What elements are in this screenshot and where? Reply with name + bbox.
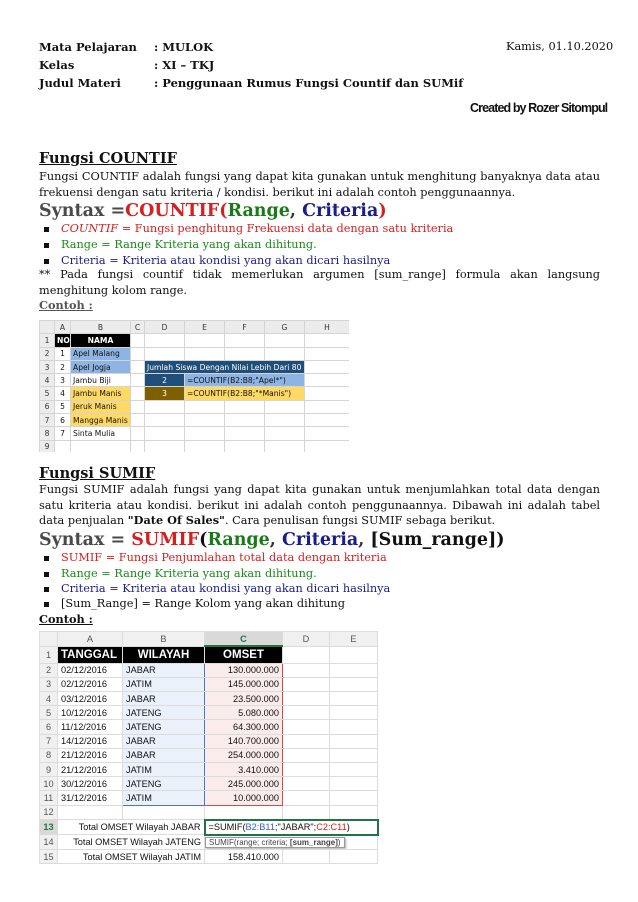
total-label[interactable]: Total OMSET Wilayah JATIM xyxy=(58,850,205,864)
cell[interactable] xyxy=(131,387,145,400)
corner-cell[interactable] xyxy=(40,632,58,647)
class-value: : XI – TKJ xyxy=(154,58,215,72)
cell[interactable] xyxy=(305,427,350,440)
bullet-icon xyxy=(44,572,49,577)
cell[interactable] xyxy=(305,334,350,347)
column-header[interactable]: G xyxy=(265,321,305,334)
corner-cell[interactable] xyxy=(40,321,55,334)
table-row xyxy=(40,374,350,387)
cell-omset[interactable]: 254.000.000 xyxy=(205,748,283,762)
subject-value: : MULOK xyxy=(154,40,214,54)
cell[interactable] xyxy=(225,334,265,347)
cell[interactable] xyxy=(283,763,330,777)
row-header[interactable]: 2 xyxy=(40,347,55,360)
cell[interactable] xyxy=(330,677,378,691)
table-row xyxy=(40,646,378,663)
column-header[interactable]: D xyxy=(283,632,330,647)
cell[interactable] xyxy=(225,347,265,360)
bullet-text: = Fungsi penghitung Frekuensi data dengan satu kriteria xyxy=(118,222,454,235)
cell-nama[interactable]: Apel Malang xyxy=(71,347,131,360)
formula-text: =SUMIF( xyxy=(208,822,246,833)
syntax-close: ) xyxy=(496,530,505,550)
countif-bullet-2 xyxy=(44,238,317,251)
table-row xyxy=(40,663,378,677)
cell[interactable] xyxy=(330,706,378,720)
function-tooltip xyxy=(205,837,345,848)
cell[interactable] xyxy=(131,427,145,440)
cell[interactable] xyxy=(305,387,350,400)
cell[interactable] xyxy=(283,791,330,805)
formula-sum-ref: C2:C11 xyxy=(316,822,347,833)
cell[interactable] xyxy=(283,720,330,734)
cell[interactable] xyxy=(265,414,305,427)
countif-bullet-3 xyxy=(44,254,390,267)
total-label[interactable]: Total OMSET Wilayah JABAR xyxy=(58,820,205,835)
cell-no[interactable]: 2 xyxy=(55,360,71,373)
table-row xyxy=(40,334,350,347)
table-row xyxy=(40,360,350,373)
cell[interactable] xyxy=(225,400,265,413)
cell-tanggal[interactable]: 21/12/2016 xyxy=(58,748,123,762)
cell[interactable] xyxy=(265,440,305,452)
sumif-syntax: Syntax = SUMIF(Range, Criteria, [Sum_range]) xyxy=(39,530,505,550)
row-header[interactable]: 3 xyxy=(40,360,55,373)
cell-nama[interactable]: Jambu Biji xyxy=(71,374,131,387)
row-header[interactable]: 9 xyxy=(40,440,55,452)
table-row xyxy=(40,763,378,777)
cell[interactable] xyxy=(225,414,265,427)
cell[interactable] xyxy=(305,347,350,360)
cell-wilayah[interactable]: JABAR xyxy=(123,734,205,748)
cell[interactable] xyxy=(131,440,145,452)
row-header[interactable]: 6 xyxy=(40,400,55,413)
bullet-text: Range = Range Kriteria yang akan dihitung. xyxy=(61,238,317,251)
cell-no[interactable]: 6 xyxy=(55,414,71,427)
column-header[interactable]: E xyxy=(185,321,225,334)
cell-omset[interactable]: 245.000.000 xyxy=(205,777,283,791)
row-header[interactable]: 12 xyxy=(40,805,58,820)
column-header[interactable]: F xyxy=(225,321,265,334)
syntax-separator: , xyxy=(289,201,303,221)
cell[interactable] xyxy=(145,400,185,413)
column-header[interactable]: A xyxy=(55,321,71,334)
sumif-bullet-1 xyxy=(44,551,387,564)
cell-tanggal[interactable]: 31/12/2016 xyxy=(58,791,123,805)
cell-no[interactable]: 1 xyxy=(55,347,71,360)
cell[interactable] xyxy=(55,440,71,452)
countif-example-label: Contoh : xyxy=(39,298,93,312)
subject-label: Mata Pelajaran xyxy=(39,40,137,54)
cell[interactable] xyxy=(330,734,378,748)
row-header[interactable]: 2 xyxy=(40,663,58,677)
table-row xyxy=(40,677,378,691)
cell-wilayah[interactable]: JATIM xyxy=(123,763,205,777)
syntax-function: COUNTIF( xyxy=(125,201,228,221)
document-date: Kamis, 01.10.2020 xyxy=(506,40,614,53)
row-header[interactable]: 15 xyxy=(40,850,58,864)
total-value[interactable]: 158.410.000 xyxy=(205,850,283,864)
bullet-text: [Sum_Range] = Range Kolom yang akan dihitung xyxy=(61,597,345,610)
cell[interactable] xyxy=(330,805,378,820)
column-header-row xyxy=(40,321,350,334)
tooltip-cell xyxy=(205,835,378,850)
bullet-icon xyxy=(44,602,49,607)
bullet-text: SUMIF = Fungsi Penjumlahan total data dengan kriteria xyxy=(61,551,387,564)
cell[interactable] xyxy=(185,334,225,347)
syntax-open: ( xyxy=(199,530,208,550)
sumif-intro-bold: "Date Of Sales" xyxy=(127,513,225,528)
formula-range-ref: B2:B11 xyxy=(245,822,275,833)
table-row xyxy=(40,414,350,427)
cell-wilayah[interactable]: JABAR xyxy=(123,748,205,762)
cell-omset[interactable]: 23.500.000 xyxy=(205,692,283,706)
row-header[interactable]: 1 xyxy=(40,334,55,347)
table-row xyxy=(40,805,378,820)
row-header[interactable]: 7 xyxy=(40,414,55,427)
bullet-text: Range = Range Kriteria yang akan dihitung. xyxy=(61,567,317,580)
cell[interactable] xyxy=(305,440,350,452)
cell-omset[interactable]: 3.410.000 xyxy=(205,763,283,777)
row-header[interactable]: 5 xyxy=(40,387,55,400)
column-header-selected[interactable]: C xyxy=(205,632,283,647)
cell-no[interactable]: 7 xyxy=(55,427,71,440)
sumif-intro-text: Fungsi SUMIF adalah fungsi yang dapat kita gunakan untuk menjumlahkan total data dengan satu kriteria atau kondisi. berikut ini adalah contoh penggunaannya. Dibawah ini adalah tabel data penjualan xyxy=(39,483,600,528)
header-cell-nama[interactable]: NAMA xyxy=(71,334,131,347)
cell-nama[interactable]: Jeruk Manis xyxy=(71,400,131,413)
syntax-arg-range: Range xyxy=(207,530,270,550)
table-row xyxy=(40,777,378,791)
cell[interactable] xyxy=(283,663,330,677)
cell[interactable] xyxy=(131,347,145,360)
cell-wilayah[interactable]: JABAR xyxy=(123,692,205,706)
syntax-function: SUMIF xyxy=(131,530,200,550)
countif-bullet-1 xyxy=(44,222,453,235)
header-cell-no[interactable]: NO xyxy=(55,334,71,347)
cell-nama[interactable]: Apel Jogja xyxy=(71,360,131,373)
bullet-icon xyxy=(44,587,49,592)
header-cell-tanggal[interactable]: TANGGAL xyxy=(58,646,123,663)
header-cell-omset[interactable]: OMSET xyxy=(205,646,283,663)
cell-nama[interactable]: Sinta Mulia xyxy=(71,427,131,440)
cell[interactable] xyxy=(145,440,185,452)
syntax-prefix: Syntax = xyxy=(39,530,132,550)
cell[interactable] xyxy=(185,400,225,413)
cell-tanggal[interactable]: 02/12/2016 xyxy=(58,677,123,691)
sumif-spreadsheet xyxy=(39,631,377,865)
syntax-close: ) xyxy=(378,201,387,221)
tooltip-text: SUMIF(range; criteria; xyxy=(209,838,290,848)
header-cell-wilayah[interactable]: WILAYAH xyxy=(123,646,205,663)
table-row xyxy=(40,820,378,835)
formula-cell[interactable]: =COUNTIF(B2:B8;"Apel*") xyxy=(185,374,305,387)
cell[interactable] xyxy=(131,360,145,373)
column-header[interactable]: H xyxy=(305,321,350,334)
countif-spreadsheet xyxy=(39,320,349,452)
cell-omset[interactable]: 145.000.000 xyxy=(205,677,283,691)
row-header[interactable]: 3 xyxy=(40,677,58,691)
cell[interactable] xyxy=(145,347,185,360)
cell-wilayah[interactable]: JATENG xyxy=(123,777,205,791)
topic-label: Judul Materi xyxy=(39,76,121,90)
table-row xyxy=(40,692,378,706)
cell[interactable] xyxy=(330,720,378,734)
cell[interactable] xyxy=(131,414,145,427)
row-header[interactable]: 7 xyxy=(40,734,58,748)
cell[interactable] xyxy=(205,805,283,820)
cell[interactable] xyxy=(185,347,225,360)
row-header[interactable]: 11 xyxy=(40,791,58,805)
cell[interactable] xyxy=(145,427,185,440)
cell[interactable] xyxy=(330,646,378,663)
cell-no[interactable]: 3 xyxy=(55,374,71,387)
sumif-heading: Fungsi SUMIF xyxy=(39,465,156,482)
syntax-arg-range: Range xyxy=(227,201,290,221)
column-header[interactable]: C xyxy=(131,321,145,334)
cell[interactable] xyxy=(265,334,305,347)
cell[interactable] xyxy=(305,414,350,427)
total-label[interactable]: Total OMSET Wilayah JATENG xyxy=(58,835,205,850)
cell[interactable] xyxy=(283,706,330,720)
cell[interactable] xyxy=(330,748,378,762)
sumif-example-label: Contoh : xyxy=(39,612,93,626)
cell-omset[interactable]: 64.300.000 xyxy=(205,720,283,734)
cell-wilayah[interactable]: JATIM xyxy=(123,677,205,691)
cell[interactable] xyxy=(330,663,378,677)
syntax-arg-criteria: Criteria xyxy=(281,530,359,550)
table-row xyxy=(40,706,378,720)
sumif-intro-text-end: . Cara penulisan fungsi SUMIF sebaga berikut. xyxy=(224,514,496,528)
cell-omset[interactable]: 10.000.000 xyxy=(205,791,283,805)
column-header[interactable]: B xyxy=(123,632,205,647)
cell[interactable] xyxy=(305,374,350,387)
cell-tanggal[interactable]: 02/12/2016 xyxy=(58,663,123,677)
syntax-arg-sumrange: [Sum_range] xyxy=(370,530,497,550)
cell[interactable] xyxy=(265,427,305,440)
table-row xyxy=(40,440,350,452)
cell-tanggal[interactable]: 03/12/2016 xyxy=(58,692,123,706)
row-header-selected[interactable]: 13 xyxy=(40,820,58,835)
cell[interactable] xyxy=(71,440,131,452)
cell[interactable] xyxy=(330,850,378,864)
row-header[interactable]: 6 xyxy=(40,720,58,734)
tooltip-bold: [sum_range] xyxy=(289,838,338,848)
cell[interactable] xyxy=(330,763,378,777)
bullet-fn: COUNTIF xyxy=(61,222,119,235)
countif-syntax xyxy=(39,201,387,221)
sumif-bullet-2 xyxy=(44,567,317,580)
sumif-bullet-3 xyxy=(44,582,390,595)
column-header[interactable]: E xyxy=(330,632,378,647)
row-header[interactable]: 5 xyxy=(40,706,58,720)
table-row xyxy=(40,748,378,762)
formula-close: ) xyxy=(346,822,350,833)
bullet-icon xyxy=(44,227,49,232)
countif-heading: Fungsi COUNTIF xyxy=(39,150,177,167)
bullet-text: Criteria = Kriteria atau kondisi yang akan dicari hasilnya xyxy=(61,254,391,267)
cell[interactable] xyxy=(225,440,265,452)
row-header[interactable]: 9 xyxy=(40,763,58,777)
cell-tanggal[interactable]: 14/12/2016 xyxy=(58,734,123,748)
cell[interactable] xyxy=(283,748,330,762)
cell-wilayah[interactable]: JATENG xyxy=(123,720,205,734)
cell[interactable] xyxy=(283,850,330,864)
cell[interactable] xyxy=(185,427,225,440)
row-header[interactable]: 1 xyxy=(40,646,58,663)
cell-tanggal[interactable]: 10/12/2016 xyxy=(58,706,123,720)
table-row xyxy=(40,734,378,748)
side-title-cell[interactable]: Jumlah Siswa Dengan Nilai Lebih Dari 80 xyxy=(145,360,305,373)
cell[interactable] xyxy=(305,400,350,413)
cell-omset[interactable]: 130.000.000 xyxy=(205,663,283,677)
cell[interactable] xyxy=(225,427,265,440)
cell-wilayah[interactable]: JATIM xyxy=(123,791,205,805)
cell[interactable] xyxy=(131,374,145,387)
cell-no[interactable]: 5 xyxy=(55,400,71,413)
cell[interactable] xyxy=(131,400,145,413)
row-header[interactable]: 4 xyxy=(40,374,55,387)
bullet-text: Criteria = Kriteria atau kondisi yang akan dicari hasilnya xyxy=(61,582,391,595)
bullet-icon xyxy=(44,259,49,264)
bullet-icon xyxy=(44,556,49,561)
formula-criteria: ;"JABAR"; xyxy=(274,822,317,833)
cell-tanggal[interactable]: 21/12/2016 xyxy=(58,763,123,777)
cell[interactable] xyxy=(283,677,330,691)
cell-omset[interactable]: 5.080.000 xyxy=(205,706,283,720)
result-cell[interactable]: 2 xyxy=(145,374,185,387)
cell-wilayah[interactable]: JABAR xyxy=(123,663,205,677)
cell[interactable] xyxy=(123,805,205,820)
cell-tanggal[interactable]: 30/12/2016 xyxy=(58,777,123,791)
cell[interactable] xyxy=(58,805,123,820)
cell[interactable] xyxy=(131,334,145,347)
countif-intro: Fungsi COUNTIF adalah fungsi yang dapat kita gunakan untuk menghitung banyaknya data atau frekuensi dengan satu kriteria / kondisi. berikut ini adalah contoh penggunaannya. xyxy=(39,170,600,199)
table-row xyxy=(40,791,378,805)
cell-no[interactable]: 4 xyxy=(55,387,71,400)
cell[interactable] xyxy=(265,347,305,360)
table-row xyxy=(40,427,350,440)
table-row xyxy=(40,835,378,850)
sumif-bullet-4 xyxy=(44,597,345,610)
table-row xyxy=(40,850,378,864)
table-row xyxy=(40,387,350,400)
class-label: Kelas xyxy=(39,58,75,72)
row-header[interactable]: 8 xyxy=(40,748,58,762)
cell[interactable] xyxy=(283,692,330,706)
column-header[interactable]: A xyxy=(58,632,123,647)
cell[interactable] xyxy=(330,777,378,791)
column-header[interactable]: D xyxy=(145,321,185,334)
bullet-icon xyxy=(44,243,49,248)
sumif-intro xyxy=(39,482,600,529)
cell[interactable] xyxy=(265,400,305,413)
cell[interactable] xyxy=(283,805,330,820)
cell[interactable] xyxy=(283,734,330,748)
syntax-arg-criteria: Criteria xyxy=(302,201,379,221)
cell[interactable] xyxy=(330,692,378,706)
cell-wilayah[interactable]: JATENG xyxy=(123,706,205,720)
result-cell[interactable]: 3 xyxy=(145,387,185,400)
countif-note: ** Pada fungsi countif tidak memerlukan argumen [sum_range] formula akan langsung menghitung kolom range. xyxy=(39,268,600,297)
row-header[interactable]: 4 xyxy=(40,692,58,706)
cell-tanggal[interactable]: 11/12/2016 xyxy=(58,720,123,734)
cell[interactable] xyxy=(283,646,330,663)
cell-omset[interactable]: 140.700.000 xyxy=(205,734,283,748)
row-header[interactable]: 8 xyxy=(40,427,55,440)
cell[interactable] xyxy=(145,414,185,427)
formula-cell[interactable]: =COUNTIF(B2:B8;"*Manis") xyxy=(185,387,305,400)
row-header[interactable]: 14 xyxy=(40,835,58,850)
author-credit: Created by Rozer Sitompul xyxy=(470,101,608,115)
table-row xyxy=(40,720,378,734)
cell[interactable] xyxy=(283,777,330,791)
row-header[interactable]: 10 xyxy=(40,777,58,791)
topic-value: : Penggunaan Rumus Fungsi Countif dan SUMif xyxy=(154,76,464,90)
formula-cell[interactable] xyxy=(205,820,378,835)
cell[interactable] xyxy=(185,440,225,452)
cell-nama[interactable]: Mangga Manis xyxy=(71,414,131,427)
syntax-prefix: Syntax = xyxy=(39,201,126,221)
table-row xyxy=(40,400,350,413)
tooltip-close: ) xyxy=(337,838,341,848)
cell[interactable] xyxy=(185,414,225,427)
table-row xyxy=(40,347,350,360)
cell[interactable] xyxy=(305,360,350,373)
cell[interactable] xyxy=(330,791,378,805)
cell[interactable] xyxy=(145,334,185,347)
column-header-row xyxy=(40,632,378,647)
column-header[interactable]: B xyxy=(71,321,131,334)
cell-nama[interactable]: Jambu Manis xyxy=(71,387,131,400)
